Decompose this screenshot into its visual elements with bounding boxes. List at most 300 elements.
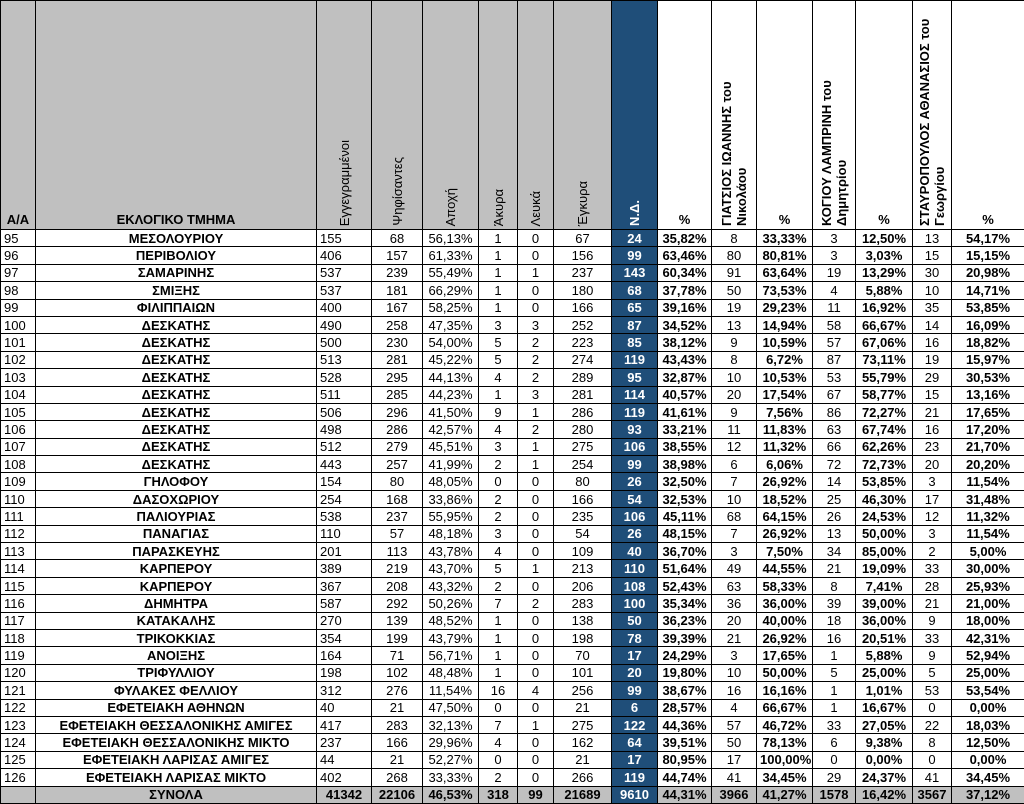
cell-section[interactable]: ΔΕΣΚΑΤΗΣ	[36, 386, 317, 403]
cell-section[interactable]: ΔΕΣΚΑΤΗΣ	[36, 369, 317, 386]
cell-candidate-1-pct[interactable]: 64,15%	[757, 508, 813, 525]
cell-blank[interactable]: 0	[518, 612, 554, 629]
cell-candidate-1[interactable]: 9	[712, 334, 757, 351]
cell-candidate-1-pct[interactable]: 26,92%	[757, 629, 813, 646]
cell-registered[interactable]: 417	[317, 716, 372, 733]
cell-candidate-1-pct[interactable]: 26,92%	[757, 525, 813, 542]
cell-candidate-1-pct[interactable]: 17,65%	[757, 647, 813, 664]
cell-candidate-1-pct[interactable]: 40,00%	[757, 612, 813, 629]
cell-registered[interactable]: 528	[317, 369, 372, 386]
cell-invalid[interactable]: 1	[479, 647, 518, 664]
cell-nd-pct[interactable]: 45,11%	[658, 508, 712, 525]
header-candidate-1-pct[interactable]	[757, 1, 813, 230]
cell-nd[interactable]: 100	[612, 595, 658, 612]
cell-aa[interactable]: 95	[1, 230, 36, 247]
cell-candidate-3[interactable]: 41	[913, 769, 952, 786]
cell-blank[interactable]: 0	[518, 769, 554, 786]
cell-registered[interactable]: 312	[317, 682, 372, 699]
cell-voted[interactable]: 296	[372, 403, 423, 420]
cell-candidate-3[interactable]: 30	[913, 264, 952, 281]
cell-aa[interactable]: 111	[1, 508, 36, 525]
cell-candidate-2-pct[interactable]: 3,03%	[856, 247, 913, 264]
cell-candidate-1-pct[interactable]: 26,92%	[757, 473, 813, 490]
cell-registered[interactable]: 154	[317, 473, 372, 490]
cell-nd-pct[interactable]: 63,46%	[658, 247, 712, 264]
cell-voted[interactable]: 57	[372, 525, 423, 542]
cell-nd[interactable]: 93	[612, 421, 658, 438]
cell-invalid[interactable]: 5	[479, 351, 518, 368]
cell-nd[interactable]: 54	[612, 490, 658, 507]
cell-candidate-1[interactable]: 20	[712, 386, 757, 403]
cell-turnout[interactable]: 43,79%	[423, 629, 479, 646]
cell-candidate-2-pct[interactable]: 16,67%	[856, 699, 913, 716]
cell-nd-pct[interactable]: 39,51%	[658, 734, 712, 751]
cell-section[interactable]: ΤΡΙΦΥΛΛΙΟΥ	[36, 664, 317, 681]
cell-candidate-3-pct[interactable]: 0,00%	[952, 751, 1024, 768]
cell-invalid[interactable]: 0	[479, 699, 518, 716]
cell-candidate-3[interactable]: 0	[913, 699, 952, 716]
cell-valid[interactable]: 67	[554, 230, 612, 247]
cell-section[interactable]: ΔΕΣΚΑΤΗΣ	[36, 438, 317, 455]
total-aa[interactable]	[1, 786, 36, 803]
cell-candidate-1-pct[interactable]: 44,55%	[757, 560, 813, 577]
cell-nd-pct[interactable]: 19,80%	[658, 664, 712, 681]
cell-section[interactable]: ΠΑΝΑΓΙΑΣ	[36, 525, 317, 542]
cell-nd-pct[interactable]: 32,87%	[658, 369, 712, 386]
cell-invalid[interactable]: 4	[479, 543, 518, 560]
cell-candidate-3[interactable]: 10	[913, 282, 952, 299]
cell-valid[interactable]: 256	[554, 682, 612, 699]
cell-invalid[interactable]: 5	[479, 334, 518, 351]
cell-candidate-3-pct[interactable]: 16,09%	[952, 316, 1024, 333]
cell-aa[interactable]: 109	[1, 473, 36, 490]
cell-candidate-2-pct[interactable]: 72,27%	[856, 403, 913, 420]
cell-invalid[interactable]: 2	[479, 577, 518, 594]
cell-section[interactable]: ΦΙΛΙΠΠΑΙΩΝ	[36, 299, 317, 316]
cell-blank[interactable]: 0	[518, 664, 554, 681]
cell-nd-pct[interactable]: 48,15%	[658, 525, 712, 542]
cell-nd[interactable]: 50	[612, 612, 658, 629]
cell-candidate-3[interactable]: 20	[913, 456, 952, 473]
cell-nd-pct[interactable]: 36,23%	[658, 612, 712, 629]
cell-nd[interactable]: 87	[612, 316, 658, 333]
cell-nd[interactable]: 85	[612, 334, 658, 351]
cell-candidate-2-pct[interactable]: 25,00%	[856, 664, 913, 681]
cell-candidate-1-pct[interactable]: 17,54%	[757, 386, 813, 403]
cell-candidate-2[interactable]: 3	[813, 247, 856, 264]
cell-section[interactable]: ΣΑΜΑΡΙΝΗΣ	[36, 264, 317, 281]
cell-candidate-3-pct[interactable]: 25,00%	[952, 664, 1024, 681]
cell-voted[interactable]: 199	[372, 629, 423, 646]
cell-candidate-2[interactable]: 14	[813, 473, 856, 490]
cell-candidate-2[interactable]: 19	[813, 264, 856, 281]
cell-blank[interactable]: 0	[518, 734, 554, 751]
cell-valid[interactable]: 266	[554, 769, 612, 786]
cell-valid[interactable]: 280	[554, 421, 612, 438]
cell-section[interactable]: ΦΥΛΑΚΕΣ ΦΕΛΛΙΟΥ	[36, 682, 317, 699]
cell-blank[interactable]: 2	[518, 595, 554, 612]
cell-candidate-3-pct[interactable]: 12,50%	[952, 734, 1024, 751]
cell-candidate-1-pct[interactable]: 16,16%	[757, 682, 813, 699]
cell-candidate-2[interactable]: 1	[813, 647, 856, 664]
cell-aa[interactable]: 100	[1, 316, 36, 333]
cell-turnout[interactable]: 48,52%	[423, 612, 479, 629]
cell-candidate-2[interactable]: 57	[813, 334, 856, 351]
cell-candidate-3-pct[interactable]: 30,00%	[952, 560, 1024, 577]
cell-voted[interactable]: 168	[372, 490, 423, 507]
cell-candidate-3[interactable]: 21	[913, 403, 952, 420]
cell-section[interactable]: ΔΕΣΚΑΤΗΣ	[36, 403, 317, 420]
cell-turnout[interactable]: 43,32%	[423, 577, 479, 594]
total-nd-pct[interactable]: 44,31%	[658, 786, 712, 803]
cell-candidate-3-pct[interactable]: 17,65%	[952, 403, 1024, 420]
header-turnout[interactable]	[423, 1, 479, 230]
cell-invalid[interactable]: 2	[479, 508, 518, 525]
cell-candidate-2[interactable]: 4	[813, 282, 856, 299]
cell-section[interactable]: ΠΑΡΑΣΚΕΥΗΣ	[36, 543, 317, 560]
cell-nd[interactable]: 64	[612, 734, 658, 751]
cell-turnout[interactable]: 54,00%	[423, 334, 479, 351]
cell-nd-pct[interactable]: 43,43%	[658, 351, 712, 368]
cell-blank[interactable]: 0	[518, 473, 554, 490]
cell-nd[interactable]: 99	[612, 456, 658, 473]
cell-candidate-3[interactable]: 28	[913, 577, 952, 594]
cell-section[interactable]: ΕΦΕΤΕΙΑΚΗ ΘΕΣΣΑΛΟΝΙΚΗΣ ΜΙΚΤΟ	[36, 734, 317, 751]
cell-blank[interactable]: 0	[518, 543, 554, 560]
cell-blank[interactable]: 0	[518, 299, 554, 316]
cell-valid[interactable]: 275	[554, 716, 612, 733]
cell-candidate-1-pct[interactable]: 34,45%	[757, 769, 813, 786]
cell-voted[interactable]: 286	[372, 421, 423, 438]
cell-candidate-3-pct[interactable]: 18,82%	[952, 334, 1024, 351]
cell-candidate-3-pct[interactable]: 30,53%	[952, 369, 1024, 386]
cell-valid[interactable]: 281	[554, 386, 612, 403]
cell-aa[interactable]: 114	[1, 560, 36, 577]
cell-candidate-2-pct[interactable]: 0,00%	[856, 751, 913, 768]
header-blank[interactable]	[518, 1, 554, 230]
cell-candidate-1-pct[interactable]: 18,52%	[757, 490, 813, 507]
cell-candidate-1[interactable]: 10	[712, 664, 757, 681]
cell-candidate-2-pct[interactable]: 7,41%	[856, 577, 913, 594]
header-candidate-3[interactable]	[913, 1, 952, 230]
cell-invalid[interactable]: 3	[479, 438, 518, 455]
cell-nd-pct[interactable]: 32,50%	[658, 473, 712, 490]
cell-registered[interactable]: 537	[317, 282, 372, 299]
cell-registered[interactable]: 254	[317, 490, 372, 507]
cell-section[interactable]: ΔΑΣΟΧΩΡΙΟΥ	[36, 490, 317, 507]
cell-candidate-2[interactable]: 3	[813, 230, 856, 247]
cell-registered[interactable]: 198	[317, 664, 372, 681]
cell-valid[interactable]: 180	[554, 282, 612, 299]
cell-section[interactable]: ΔΕΣΚΑΤΗΣ	[36, 456, 317, 473]
cell-registered[interactable]: 354	[317, 629, 372, 646]
cell-candidate-3[interactable]: 8	[913, 734, 952, 751]
total-candidate-1[interactable]: 3966	[712, 786, 757, 803]
cell-nd[interactable]: 6	[612, 699, 658, 716]
cell-nd[interactable]: 114	[612, 386, 658, 403]
cell-aa[interactable]: 107	[1, 438, 36, 455]
cell-aa[interactable]: 112	[1, 525, 36, 542]
cell-nd[interactable]: 119	[612, 769, 658, 786]
cell-aa[interactable]: 96	[1, 247, 36, 264]
cell-aa[interactable]: 99	[1, 299, 36, 316]
cell-nd[interactable]: 106	[612, 508, 658, 525]
cell-candidate-1[interactable]: 50	[712, 282, 757, 299]
cell-registered[interactable]: 506	[317, 403, 372, 420]
cell-candidate-3-pct[interactable]: 25,93%	[952, 577, 1024, 594]
cell-candidate-3-pct[interactable]: 0,00%	[952, 699, 1024, 716]
cell-candidate-2[interactable]: 25	[813, 490, 856, 507]
cell-candidate-1-pct[interactable]: 80,81%	[757, 247, 813, 264]
cell-voted[interactable]: 139	[372, 612, 423, 629]
cell-aa[interactable]: 123	[1, 716, 36, 733]
cell-nd[interactable]: 17	[612, 647, 658, 664]
cell-candidate-3[interactable]: 53	[913, 682, 952, 699]
cell-candidate-2-pct[interactable]: 53,85%	[856, 473, 913, 490]
cell-candidate-1-pct[interactable]: 100,00%	[757, 751, 813, 768]
cell-valid[interactable]: 252	[554, 316, 612, 333]
cell-candidate-3[interactable]: 33	[913, 560, 952, 577]
cell-candidate-1[interactable]: 91	[712, 264, 757, 281]
cell-nd-pct[interactable]: 36,70%	[658, 543, 712, 560]
cell-aa[interactable]: 102	[1, 351, 36, 368]
cell-turnout[interactable]: 45,22%	[423, 351, 479, 368]
cell-registered[interactable]: 513	[317, 351, 372, 368]
cell-candidate-2-pct[interactable]: 62,26%	[856, 438, 913, 455]
cell-section[interactable]: ΔΕΣΚΑΤΗΣ	[36, 316, 317, 333]
cell-candidate-1[interactable]: 7	[712, 525, 757, 542]
cell-candidate-1[interactable]: 80	[712, 247, 757, 264]
cell-aa[interactable]: 119	[1, 647, 36, 664]
cell-registered[interactable]: 367	[317, 577, 372, 594]
cell-invalid[interactable]: 4	[479, 734, 518, 751]
cell-turnout[interactable]: 48,05%	[423, 473, 479, 490]
cell-turnout[interactable]: 29,96%	[423, 734, 479, 751]
cell-registered[interactable]: 587	[317, 595, 372, 612]
cell-candidate-1[interactable]: 3	[712, 543, 757, 560]
header-voted[interactable]	[372, 1, 423, 230]
cell-candidate-2-pct[interactable]: 20,51%	[856, 629, 913, 646]
cell-candidate-3-pct[interactable]: 54,17%	[952, 230, 1024, 247]
header-nd[interactable]	[612, 1, 658, 230]
cell-section[interactable]: ΕΦΕΤΕΙΑΚΗ ΛΑΡΙΣΑΣ ΜΙΚΤΟ	[36, 769, 317, 786]
cell-valid[interactable]: 21	[554, 751, 612, 768]
cell-section[interactable]: ΕΦΕΤΕΙΑΚΗ ΑΘΗΝΩΝ	[36, 699, 317, 716]
cell-candidate-2[interactable]: 0	[813, 751, 856, 768]
cell-candidate-2-pct[interactable]: 24,37%	[856, 769, 913, 786]
cell-candidate-1-pct[interactable]: 33,33%	[757, 230, 813, 247]
cell-voted[interactable]: 71	[372, 647, 423, 664]
cell-nd-pct[interactable]: 39,16%	[658, 299, 712, 316]
cell-valid[interactable]: 21	[554, 699, 612, 716]
cell-voted[interactable]: 181	[372, 282, 423, 299]
cell-candidate-1[interactable]: 21	[712, 629, 757, 646]
cell-section[interactable]: ΚΑΤΑΚΑΛΗΣ	[36, 612, 317, 629]
cell-candidate-1-pct[interactable]: 7,56%	[757, 403, 813, 420]
cell-invalid[interactable]: 1	[479, 629, 518, 646]
cell-invalid[interactable]: 1	[479, 612, 518, 629]
cell-candidate-1[interactable]: 41	[712, 769, 757, 786]
cell-registered[interactable]: 237	[317, 734, 372, 751]
cell-invalid[interactable]: 7	[479, 716, 518, 733]
cell-section[interactable]: ΚΑΡΠΕΡΟΥ	[36, 577, 317, 594]
cell-candidate-2-pct[interactable]: 9,38%	[856, 734, 913, 751]
cell-blank[interactable]: 0	[518, 647, 554, 664]
cell-valid[interactable]: 101	[554, 664, 612, 681]
cell-invalid[interactable]: 2	[479, 490, 518, 507]
cell-invalid[interactable]: 4	[479, 421, 518, 438]
cell-blank[interactable]: 3	[518, 316, 554, 333]
cell-candidate-3-pct[interactable]: 21,70%	[952, 438, 1024, 455]
cell-aa[interactable]: 106	[1, 421, 36, 438]
cell-candidate-2-pct[interactable]: 27,05%	[856, 716, 913, 733]
cell-invalid[interactable]: 1	[479, 264, 518, 281]
total-blank[interactable]: 99	[518, 786, 554, 803]
cell-nd[interactable]: 26	[612, 473, 658, 490]
cell-voted[interactable]: 257	[372, 456, 423, 473]
cell-turnout[interactable]: 55,49%	[423, 264, 479, 281]
header-aa[interactable]	[1, 1, 36, 230]
cell-candidate-3-pct[interactable]: 20,98%	[952, 264, 1024, 281]
cell-nd[interactable]: 119	[612, 351, 658, 368]
cell-candidate-2-pct[interactable]: 19,09%	[856, 560, 913, 577]
cell-invalid[interactable]: 0	[479, 473, 518, 490]
cell-turnout[interactable]: 33,33%	[423, 769, 479, 786]
cell-candidate-3-pct[interactable]: 17,20%	[952, 421, 1024, 438]
cell-section[interactable]: ΔΗΜΗΤΡΑ	[36, 595, 317, 612]
cell-nd-pct[interactable]: 38,98%	[658, 456, 712, 473]
cell-candidate-2[interactable]: 13	[813, 525, 856, 542]
cell-voted[interactable]: 80	[372, 473, 423, 490]
cell-aa[interactable]: 101	[1, 334, 36, 351]
cell-candidate-1-pct[interactable]: 10,59%	[757, 334, 813, 351]
cell-nd-pct[interactable]: 32,53%	[658, 490, 712, 507]
cell-candidate-2[interactable]: 86	[813, 403, 856, 420]
cell-blank[interactable]: 0	[518, 751, 554, 768]
cell-blank[interactable]: 1	[518, 716, 554, 733]
cell-blank[interactable]: 0	[518, 490, 554, 507]
cell-nd[interactable]: 68	[612, 282, 658, 299]
cell-nd-pct[interactable]: 80,95%	[658, 751, 712, 768]
cell-valid[interactable]: 70	[554, 647, 612, 664]
cell-aa[interactable]: 116	[1, 595, 36, 612]
cell-registered[interactable]: 498	[317, 421, 372, 438]
cell-candidate-2[interactable]: 5	[813, 664, 856, 681]
cell-valid[interactable]: 235	[554, 508, 612, 525]
cell-candidate-1[interactable]: 68	[712, 508, 757, 525]
cell-turnout[interactable]: 47,35%	[423, 316, 479, 333]
cell-candidate-1[interactable]: 11	[712, 421, 757, 438]
cell-registered[interactable]: 443	[317, 456, 372, 473]
cell-candidate-1[interactable]: 16	[712, 682, 757, 699]
cell-candidate-1[interactable]: 3	[712, 647, 757, 664]
cell-candidate-2[interactable]: 18	[813, 612, 856, 629]
cell-candidate-2-pct[interactable]: 12,50%	[856, 230, 913, 247]
cell-voted[interactable]: 283	[372, 716, 423, 733]
cell-blank[interactable]: 0	[518, 230, 554, 247]
cell-nd[interactable]: 26	[612, 525, 658, 542]
cell-registered[interactable]: 164	[317, 647, 372, 664]
cell-invalid[interactable]: 3	[479, 316, 518, 333]
cell-nd[interactable]: 24	[612, 230, 658, 247]
cell-voted[interactable]: 219	[372, 560, 423, 577]
header-candidate-2-pct[interactable]	[856, 1, 913, 230]
cell-turnout[interactable]: 45,51%	[423, 438, 479, 455]
cell-turnout[interactable]: 47,50%	[423, 699, 479, 716]
cell-nd-pct[interactable]: 38,67%	[658, 682, 712, 699]
cell-candidate-2[interactable]: 53	[813, 369, 856, 386]
cell-candidate-3[interactable]: 15	[913, 386, 952, 403]
cell-valid[interactable]: 237	[554, 264, 612, 281]
cell-nd-pct[interactable]: 24,29%	[658, 647, 712, 664]
cell-candidate-3[interactable]: 14	[913, 316, 952, 333]
cell-candidate-3[interactable]: 21	[913, 595, 952, 612]
cell-candidate-3-pct[interactable]: 11,32%	[952, 508, 1024, 525]
cell-nd[interactable]: 108	[612, 577, 658, 594]
cell-section[interactable]: ΠΕΡΙΒΟΛΙΟΥ	[36, 247, 317, 264]
cell-registered[interactable]: 400	[317, 299, 372, 316]
cell-candidate-3-pct[interactable]: 53,85%	[952, 299, 1024, 316]
cell-turnout[interactable]: 33,86%	[423, 490, 479, 507]
cell-candidate-1[interactable]: 7	[712, 473, 757, 490]
cell-nd[interactable]: 143	[612, 264, 658, 281]
cell-candidate-3-pct[interactable]: 11,54%	[952, 525, 1024, 542]
cell-turnout[interactable]: 56,71%	[423, 647, 479, 664]
cell-voted[interactable]: 239	[372, 264, 423, 281]
cell-invalid[interactable]: 1	[479, 230, 518, 247]
cell-candidate-1-pct[interactable]: 78,13%	[757, 734, 813, 751]
cell-candidate-3-pct[interactable]: 13,16%	[952, 386, 1024, 403]
cell-candidate-1-pct[interactable]: 46,72%	[757, 716, 813, 733]
cell-candidate-1-pct[interactable]: 11,83%	[757, 421, 813, 438]
cell-invalid[interactable]: 4	[479, 369, 518, 386]
cell-voted[interactable]: 292	[372, 595, 423, 612]
cell-aa[interactable]: 118	[1, 629, 36, 646]
cell-voted[interactable]: 167	[372, 299, 423, 316]
cell-nd-pct[interactable]: 33,21%	[658, 421, 712, 438]
cell-candidate-1-pct[interactable]: 6,72%	[757, 351, 813, 368]
cell-invalid[interactable]: 1	[479, 386, 518, 403]
cell-invalid[interactable]: 5	[479, 560, 518, 577]
cell-candidate-3-pct[interactable]: 18,00%	[952, 612, 1024, 629]
cell-registered[interactable]: 402	[317, 769, 372, 786]
cell-turnout[interactable]: 55,95%	[423, 508, 479, 525]
cell-candidate-2-pct[interactable]: 67,74%	[856, 421, 913, 438]
cell-candidate-2[interactable]: 1	[813, 682, 856, 699]
cell-candidate-1[interactable]: 20	[712, 612, 757, 629]
header-valid[interactable]	[554, 1, 612, 230]
cell-candidate-2[interactable]: 11	[813, 299, 856, 316]
cell-valid[interactable]: 162	[554, 734, 612, 751]
cell-nd-pct[interactable]: 44,74%	[658, 769, 712, 786]
cell-candidate-3[interactable]: 17	[913, 490, 952, 507]
cell-blank[interactable]: 0	[518, 247, 554, 264]
cell-nd-pct[interactable]: 39,39%	[658, 629, 712, 646]
cell-candidate-1[interactable]: 63	[712, 577, 757, 594]
cell-aa[interactable]: 97	[1, 264, 36, 281]
cell-section[interactable]: ΔΕΣΚΑΤΗΣ	[36, 334, 317, 351]
cell-nd[interactable]: 110	[612, 560, 658, 577]
cell-candidate-3[interactable]: 35	[913, 299, 952, 316]
cell-candidate-2-pct[interactable]: 24,53%	[856, 508, 913, 525]
cell-registered[interactable]: 110	[317, 525, 372, 542]
cell-candidate-3-pct[interactable]: 15,15%	[952, 247, 1024, 264]
cell-nd-pct[interactable]: 35,82%	[658, 230, 712, 247]
total-candidate-3[interactable]: 3567	[913, 786, 952, 803]
cell-candidate-1[interactable]: 10	[712, 490, 757, 507]
cell-candidate-2-pct[interactable]: 72,73%	[856, 456, 913, 473]
cell-candidate-2-pct[interactable]: 36,00%	[856, 612, 913, 629]
